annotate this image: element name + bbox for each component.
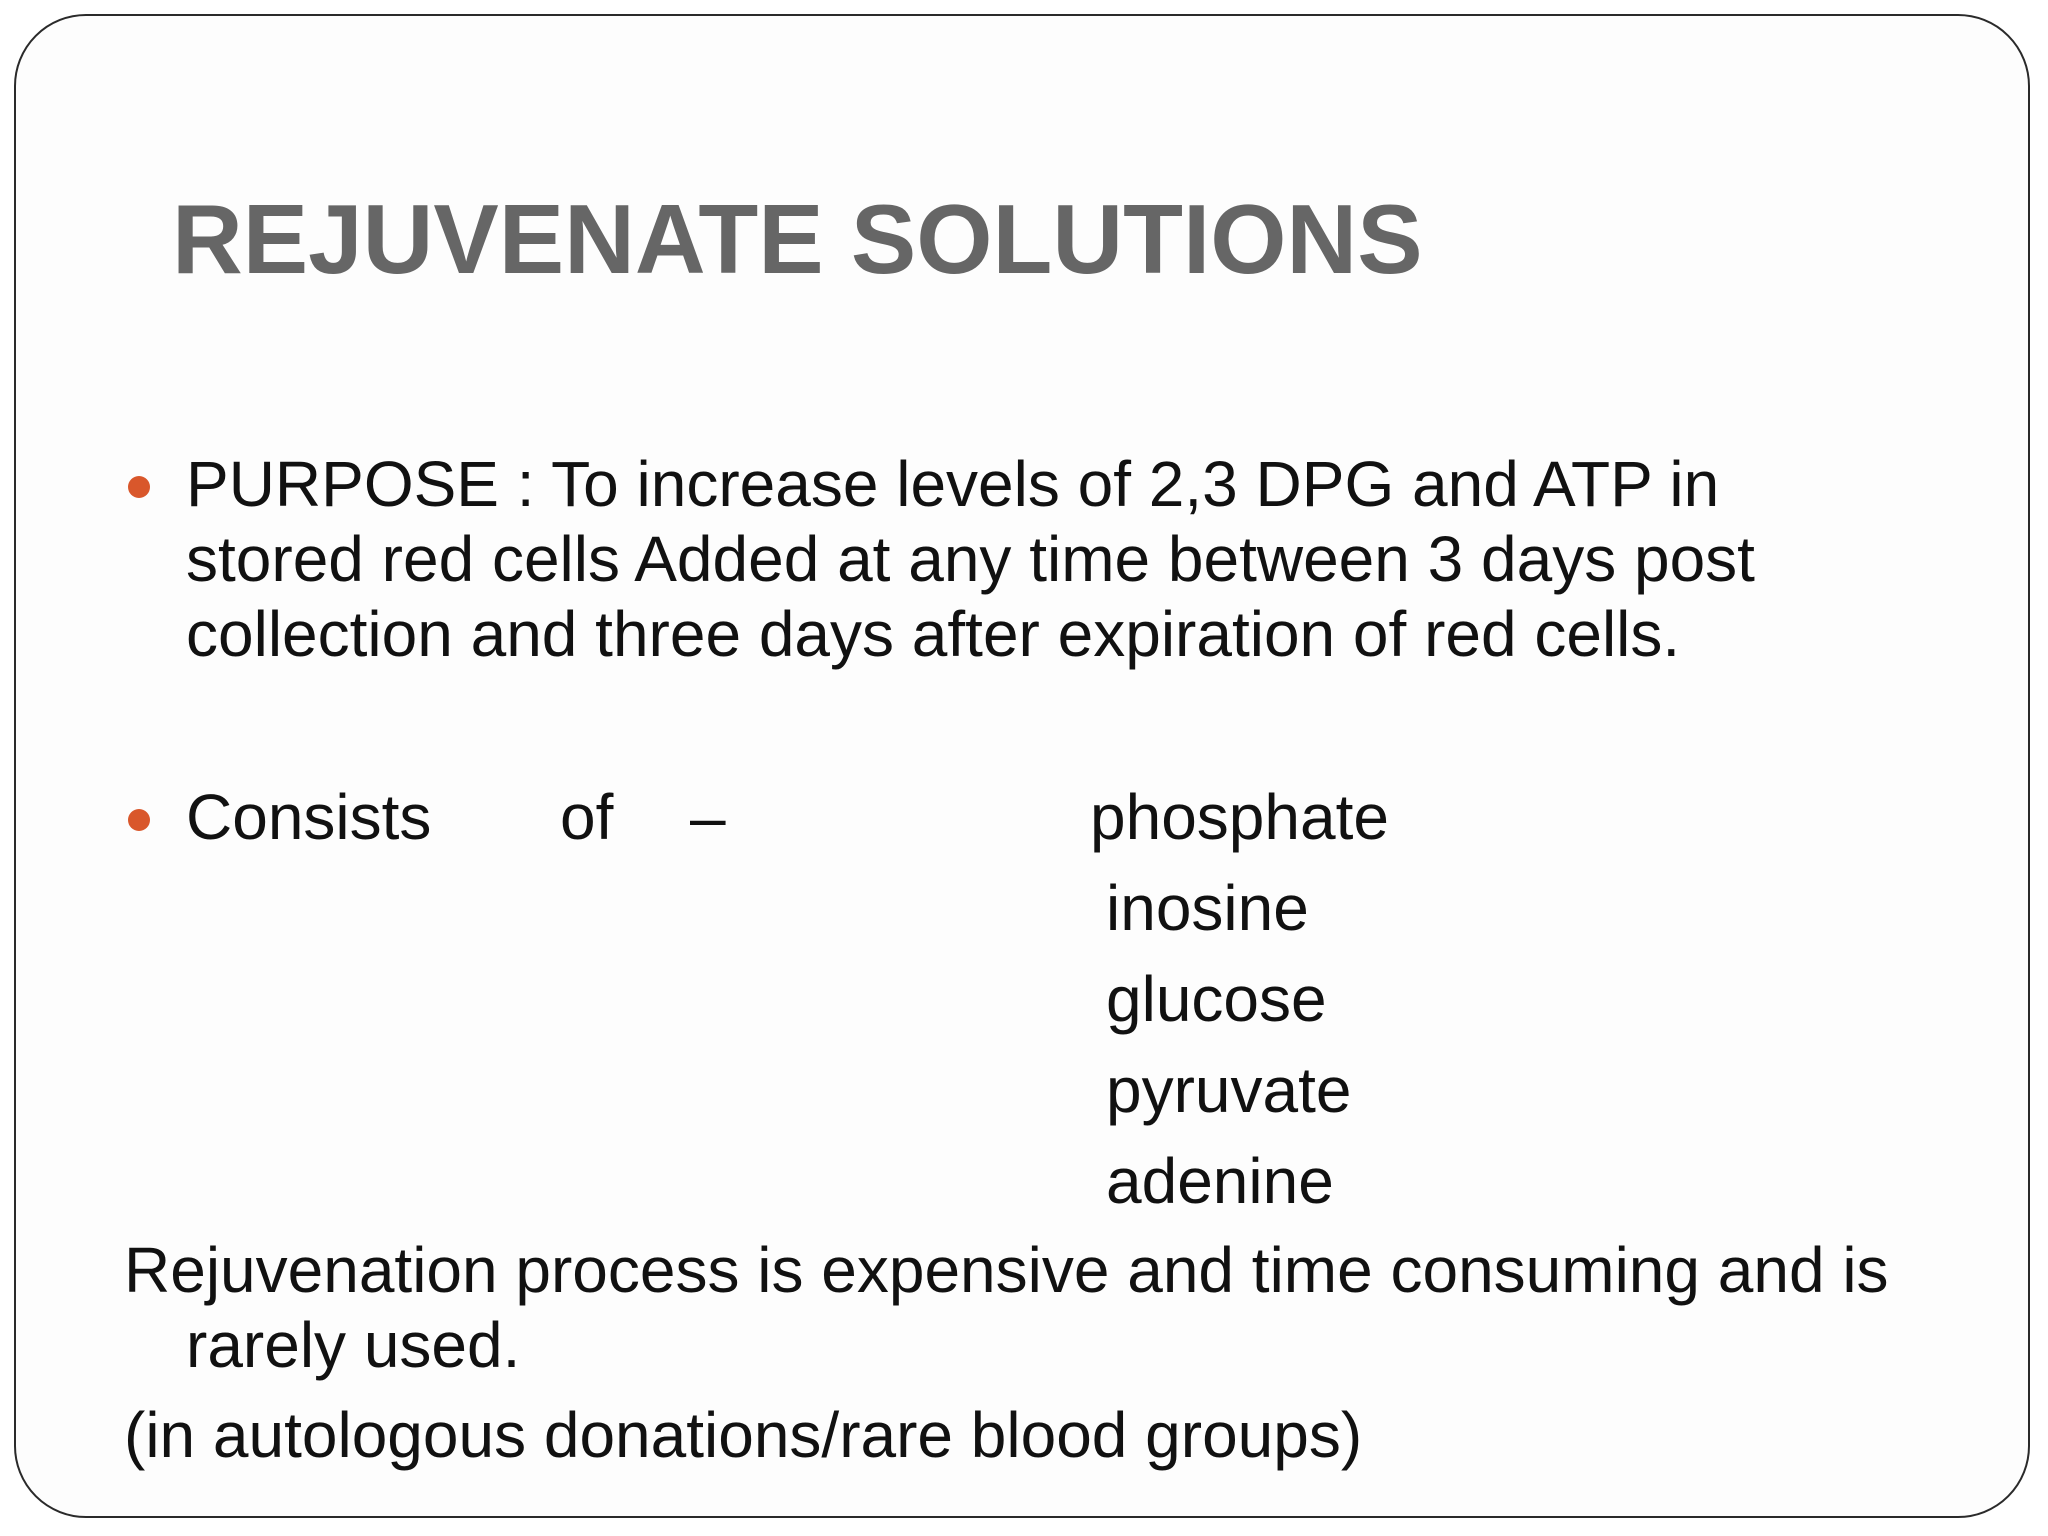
of-word: of xyxy=(560,781,614,853)
note-line-1: Rejuvenation process is expensive and time consuming and is xyxy=(124,1234,1889,1306)
ingredient-phosphate: phosphate xyxy=(1090,781,1389,853)
purpose-line-2: stored red cells Added at any time between 3 days post xyxy=(186,523,1755,595)
ingredient-item: pyruvate xyxy=(1106,1054,1352,1126)
ingredient-item: glucose xyxy=(1106,963,1327,1035)
purpose-line-1: PURPOSE : To increase levels of 2,3 DPG and ATP in xyxy=(186,448,1720,520)
slide-title: REJUVENATE SOLUTIONS xyxy=(172,184,1423,294)
footnote: (in autologous donations/rare blood groups) xyxy=(124,1399,1363,1471)
consists-word: Consists xyxy=(186,781,432,853)
ingredient-item: adenine xyxy=(1106,1145,1334,1217)
ingredient-item: inosine xyxy=(1106,872,1309,944)
note-line-2: rarely used. xyxy=(186,1309,521,1381)
dash-word: – xyxy=(690,781,726,853)
purpose-line-3: collection and three days after expiration of red cells. xyxy=(186,598,1681,670)
bullet-dot xyxy=(128,809,150,831)
bullet-dot xyxy=(128,476,150,498)
